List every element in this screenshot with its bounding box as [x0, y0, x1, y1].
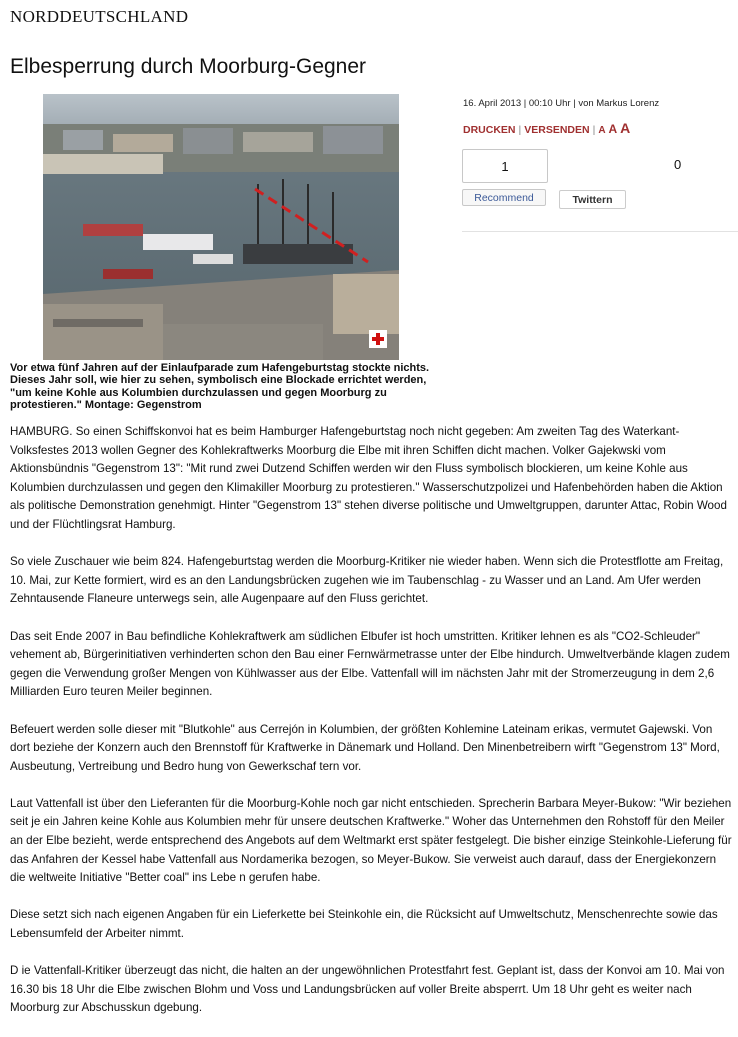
facebook-count-box: 1 [462, 149, 548, 183]
twitter-button[interactable]: Twittern [559, 190, 626, 209]
article-paragraph: Das seit Ende 2007 in Bau befindliche Kohlekraftwerk am südlichen Elbufer ist hoch umstritten. Kritiker lehnen es als "CO2-Schleuder" vehement ab, Bürgerinitiativen verhinderten schon den Bau einer Fernwärmetrasse unter der Elbe hindurch. Umweltverbände klagen zudem gegen die Verwendung großer Mengen von Kühlwasser aus der Elbe. Vattenfall will im nächsten Jahr mit der Stromerzeugung in dem 2,6 Milliarden Euro teuren Meiler beginnen. [10, 629, 730, 699]
article-paragraph: HAMBURG. So einen Schiffskonvoi hat es beim Hamburger Hafengeburtstag noch nicht gegeben: Am zweiten Tag des Waterkant-Volksfestes 2013 wollen Gegner des Kohlekraftwerks Moorburg die Elbe mit ihren Schiffen dicht machen. Volker Gajekwski vom Aktionsbündnis "Gegenstrom 13": "Mit rund zwei Dutzend Schiffen werden wir den Fluss symbolisch blockieren, um keine Kohle aus Kolumbien durchzulassen und gegen den Klimakiller Moorburg zu protestieren." Wasserschutzpolizei und Hafenbehörden haben die Aktion als politische Demonstration genehmigt. Hinter "Gegenstrom 13" stehen diverse politische und Umweltgruppen, darunter Attac, Robin Wood und der Flüchtlingsrat Hamburg. [10, 425, 727, 531]
twitter-count: 0 [674, 157, 682, 172]
article-paragraph: D ie Vattenfall-Kritiker überzeugt das nicht, die halten an der ungewöhnlichen Protestfahrt fest. Geplant ist, dass der Konvoi am 10. Mai von 16.30 bis 18 Uhr die Elbe zwischen Blohm und Voss und Landungsbrücken auf voller Breite absperrt. Um 18 Uhr geht es weiter nach Moorburg zur Abschusskun dgebung. [10, 964, 725, 1015]
article-photo [43, 94, 399, 360]
article-paragraph: Laut Vattenfall ist über den Lieferanten für die Moorburg-Kohle noch gar nicht entschieden. Sprecherin Barbara Meyer-Bukow: "Wir beziehen seit je ein Jahren keine Kohle aus Kolumbien mehr für unsere deutschen Kraftwerke." Woher das Unternehmen den Rohstoff für den Meiler an der Elbe bezieht, werde entsprechend des Angebots auf dem Weltmarkt erst später festgelegt. Die bisher einzige Steinkohle-Lieferung für das Anfahren der Kessel habe Vattenfall aus Nordamerika bezogen, so Meyer-Bukow. Sie verweist auch darauf, dass der Energiekonzern die weltweite Initiative "Better coal" ins Lebe n gerufen habe. [10, 796, 732, 885]
article-meta: 16. April 2013 | 00:10 Uhr | von Markus Lorenz [463, 98, 660, 109]
send-link[interactable]: VERSENDEN [524, 124, 590, 136]
article-body [10, 423, 732, 1037]
font-size-medium-link[interactable]: A [608, 122, 618, 136]
photo-caption: Vor etwa fünf Jahren auf der Einlaufparade zum Hafengeburtstag stockte nichts. Dieses Jahr soll, wie hier zu sehen, symbolisch eine Blockade errichtet werden, "um keine Kohle aus Kolumbien durchzulassen und gegen Moorburg zu protestieren." Montage: Gegenstrom [10, 362, 430, 412]
social-divider [462, 231, 738, 232]
font-size-small-link[interactable]: A [598, 125, 606, 136]
article-paragraph: So viele Zuschauer wie beim 824. Hafengeburtstag werden die Moorburg-Kritiker nie wieder haben. Wenn sich die Protestflotte am Freitag, 10. Mai, zur Kette formiert, wird es an den Landungsbrücken zugehen wie im Taubenschlag - zu Wasser und an Land. Am Ufer werden Zehntausende Flaneure unterwegs sein, alle Augenpaare auf den Fluss gerichtet. [10, 555, 724, 606]
article-paragraph: Befeuert werden solle dieser mit "Blutkohle" aus Cerrejón in Kolumbien, der größten Kohlemine Lateinam erikas, vermutet Gajewski. Von dort beziehe der Konzern auch den Brennstoff für Kraftwerke in Dänemark und Holland. Den Minenbetreibern wirft "Gegenstrom 13" Mord, Ausbeutung, Vertreibung und Bedro hung von Gewerkschaf tern vor. [10, 722, 720, 773]
article-paragraph: Diese setzt sich nach eigenen Angaben für ein Lieferkette bei Steinkohle ein, die Rücksicht auf Umweltschutz, Menschenrechte sowie das Lebensumfeld der Arbeiter nimmt. [10, 908, 718, 941]
print-link[interactable]: DRUCKEN [463, 124, 516, 136]
recommend-button[interactable]: Recommend [462, 189, 546, 206]
section-label: NORDDEUTSCHLAND [10, 7, 189, 26]
font-size-large-link[interactable]: A [620, 120, 631, 136]
article-headline: Elbesperrung durch Moorburg-Gegner [10, 55, 367, 78]
tools-separator: | [518, 124, 522, 136]
article-tools [463, 120, 630, 136]
tools-separator: | [592, 124, 596, 136]
